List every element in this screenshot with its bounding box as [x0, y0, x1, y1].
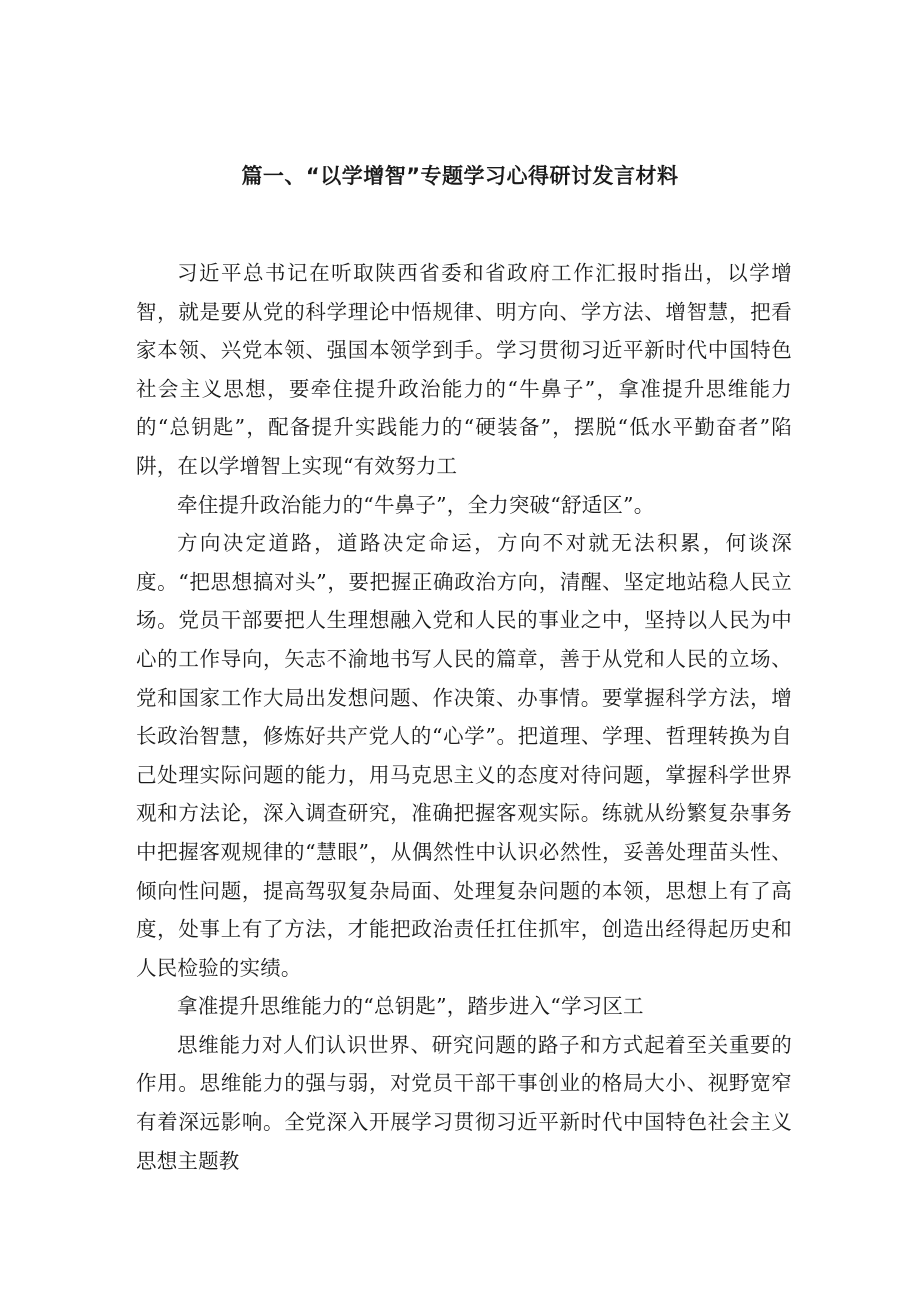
document-title: 篇一、“以学增智”专题学习心得研讨发言材料 — [241, 164, 679, 188]
document-body — [136, 254, 792, 1180]
paragraph-thinking-ability: 思维能力对人们认识世界、研究问题的路子和方式起着至关重要的作用。思维能力的强与弱，对党员干部干事创业的格局大小、视野宽窄有着深远影响。全党深入开展学习贯彻习近平新时代中国特色社会主义思想主题教 — [136, 1032, 792, 1173]
paragraph-heading-thinking: 拿准提升思维能力的“总钥匙”，踏步进入“学习区工 — [177, 994, 644, 1019]
paragraph-political-ability: 方向决定道路，道路决定命运，方向不对就无法积累，何谈深度。“把思想搞对头”，要把握正确政治方向，清醒、坚定地站稳人民立场。党员干部要把人生理想融入党和人民的事业之中，坚持以人民为中心的工作导向，矢志不渝地书写人民的篇章，善于从党和人民的立场、党和国家工作大局出发想问题、作决策、办事情。要掌握科学方法，增长政治智慧，修炼好共产党人的“心学”。把道理、学理、哲理转换为自己处理实际问题的能力，用马克思主义的态度对待问题，掌握科学世界观和方法论，深入调查研究，准确把握客观实际。练就从纷繁复杂事务中把握客观规律的“慧眼”，从偶然性中认识必然性，妥善处理苗头性、倾向性问题，提高驾驭复杂局面、处理复杂问题的本领，思想上有了高度，处事上有了方法，才能把政治责任扛住抓牢，创造出经得起历史和人民检验的实绩。 — [136, 531, 792, 980]
paragraph-heading-political: 牵住提升政治能力的“牛鼻子”，全力突破“舒适区”。 — [177, 492, 655, 517]
paragraph-intro: 习近平总书记在听取陕西省委和省政府工作汇报时指出，以学增智，就是要从党的科学理论中悟规律、明方向、学方法、增智慧，把看家本领、兴党本领、强国本领学到手。学习贯彻习近平新时代中国特色社会主义思想，要牵住提升政治能力的“牛鼻子”，拿准提升思维能力的“总钥匙”，配备提升实践能力的“硬装备”，摆脱“低水平勤奋者”陷阱，在以学增智上实现“有效努力工 — [136, 261, 792, 478]
